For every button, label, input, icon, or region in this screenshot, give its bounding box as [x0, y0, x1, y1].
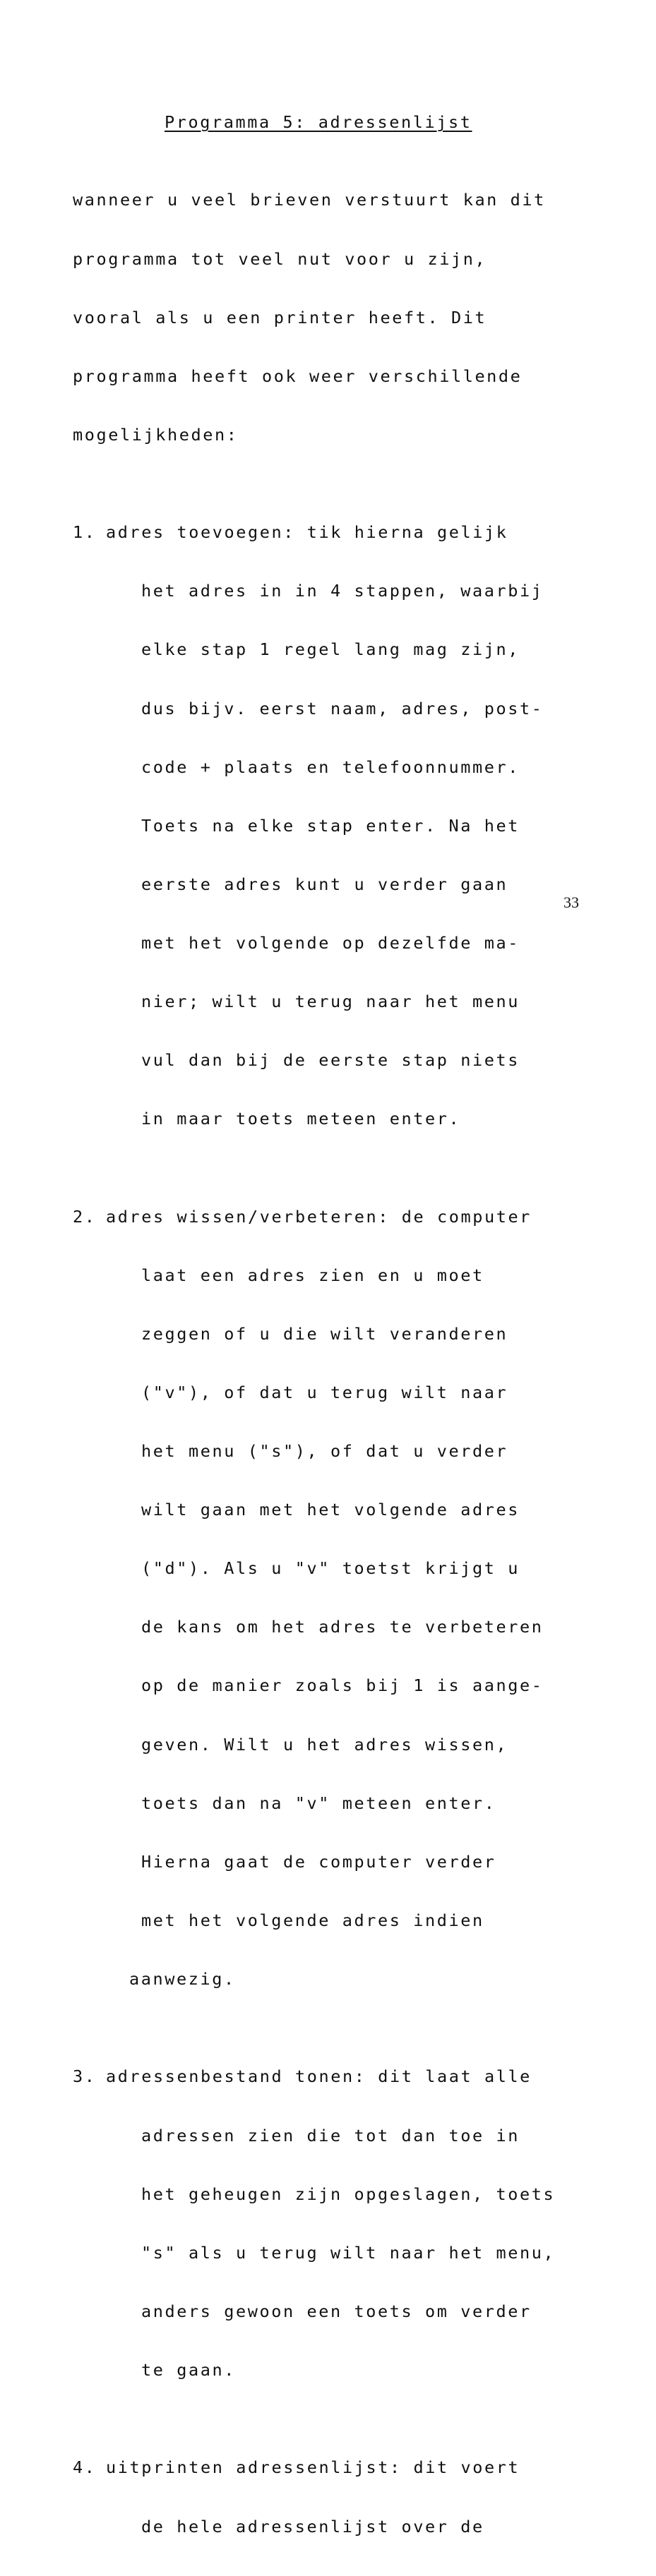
- list-item-line: eerste adres kunt u verder gaan: [141, 874, 508, 894]
- intro-line: mogelijkheden:: [73, 424, 239, 445]
- list-item-line: met het volgende op dezelfde ma-: [141, 932, 520, 953]
- list-item-line: laat een adres zien en u moet: [141, 1265, 484, 1285]
- list-item-line: anders gewoon een toets om verder: [141, 2301, 532, 2321]
- list-item-line: adressen zien die tot dan toe in: [141, 2125, 520, 2145]
- list-item-line: de hele adressenlijst over de: [141, 2516, 484, 2536]
- list-item-line: te gaan.: [141, 2359, 236, 2380]
- intro-line: programma tot veel nut voor u zijn,: [73, 248, 487, 269]
- page-title: Programma 5: adressenlijst: [165, 112, 472, 132]
- body-text: [73, 152, 555, 2576]
- list-item-line: op de manier zoals bij 1 is aange-: [141, 1675, 544, 1696]
- intro-line: wanneer u veel brieven verstuurt kan dit: [73, 190, 546, 210]
- intro-line: programma heeft ook weer verschillende: [73, 366, 523, 386]
- list-item-line: het adres in in 4 stappen, waarbij: [141, 581, 544, 601]
- list-item-line: dus bijv. eerst naam, adres, post-: [141, 698, 544, 718]
- intro-line: vooral als u een printer heeft. Dit: [73, 307, 487, 327]
- list-item-heading: adressenbestand tonen: dit laat alle: [106, 2066, 532, 2087]
- list-item-line: ("v"), of dat u terug wilt naar: [141, 1383, 508, 1402]
- list-item-number: 3.: [73, 2066, 97, 2087]
- list-item-line: vul dan bij de eerste stap niets: [141, 1050, 520, 1071]
- page-number: 33: [563, 893, 579, 911]
- list-item-heading: adres toevoegen: tik hierna gelijk: [106, 522, 508, 543]
- list-item-2-first-line: [73, 1208, 555, 1227]
- list-item-line: toets dan na "v" meteen enter.: [141, 1793, 496, 1813]
- list-item-heading: adres wissen/verbeteren: de computer: [106, 1206, 532, 1227]
- list-item-4-first-line: [73, 2458, 555, 2478]
- list-item-heading: uitprinten adressenlijst: dit voert: [106, 2457, 520, 2478]
- list-item-line: code + plaats en telefoonnummer.: [141, 757, 520, 777]
- list-item-line: met het volgende adres indien: [141, 1910, 484, 1930]
- list-item-line: het menu ("s"), of dat u verder: [141, 1441, 508, 1462]
- list-item-1-first-line: [73, 523, 555, 543]
- list-item-line: de kans om het adres te verbeteren: [141, 1617, 544, 1637]
- list-item-line: het geheugen zijn opgeslagen, toets: [141, 2184, 556, 2204]
- list-item-number: 4.: [73, 2457, 97, 2478]
- list-item-line: Toets na elke stap enter. Na het: [141, 815, 520, 836]
- list-item-line: "s" als u terug wilt naar het menu,: [141, 2242, 556, 2263]
- list-item-number: 2.: [73, 1206, 97, 1227]
- list-item-line: in maar toets meteen enter.: [141, 1109, 461, 1129]
- list-item-line: nier; wilt u terug naar het menu: [141, 992, 520, 1012]
- list-item-3-first-line: [73, 2067, 555, 2087]
- list-item-line: geven. Wilt u het adres wissen,: [141, 1734, 508, 1755]
- list-item-line: ("d"). Als u "v" toetst krijgt u: [141, 1558, 520, 1579]
- list-item-line: Hierna gaat de computer verder: [141, 1851, 496, 1872]
- list-item-line: zeggen of u die wilt veranderen: [141, 1323, 508, 1344]
- list-item-line: elke stap 1 regel lang mag zijn,: [141, 639, 520, 660]
- list-item-line: wilt gaan met het volgende adres: [141, 1500, 520, 1520]
- list-item-line: aanwezig.: [129, 1968, 236, 1989]
- list-item-number: 1.: [73, 522, 97, 543]
